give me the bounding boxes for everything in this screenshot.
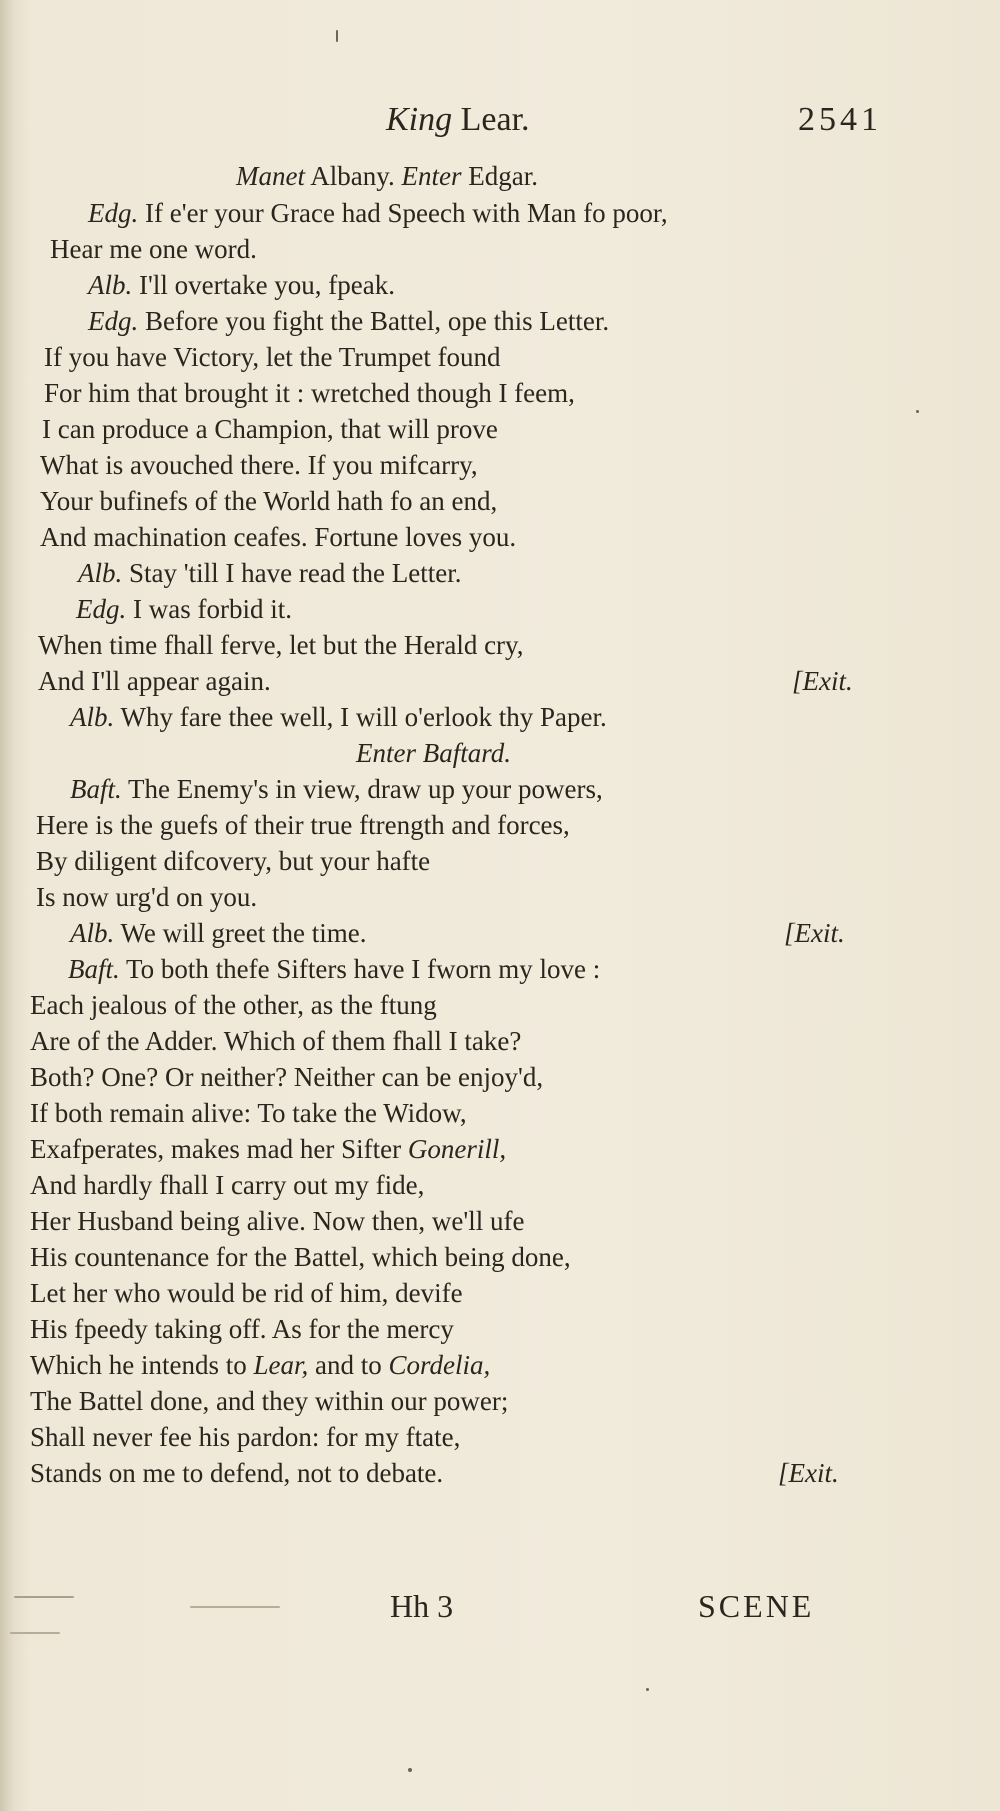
ink-smudge (190, 1606, 280, 1608)
verse-line (44, 341, 501, 373)
verse-line (30, 989, 437, 1021)
ink-speck (916, 410, 919, 413)
manet-word: Manet (236, 161, 305, 191)
line-text: Are of the Adder. Which of them fhall I take? (30, 1026, 522, 1056)
line-text: Why fare thee well, I will o'erlook thy Paper. (114, 702, 607, 732)
ink-speck (336, 30, 338, 42)
verse-line (40, 449, 478, 481)
line-text: Before you fight the Battel, ope this Letter. (138, 306, 610, 336)
line-text: By diligent difcovery, but your hafte (36, 846, 431, 876)
running-title-rest: Lear. (452, 101, 530, 138)
verse-line (50, 233, 257, 265)
line-text: I can produce a Champion, that will prove (42, 414, 498, 444)
verse-line (36, 809, 570, 841)
ink-smudge (10, 1632, 60, 1634)
line-text: I'll overtake you, fpeak. (132, 270, 396, 300)
line-text: For him that brought it : wretched though I feem, (44, 378, 575, 408)
line-text: His countenance for the Battel, which being done, (30, 1242, 571, 1272)
running-title-italic: King (386, 101, 453, 138)
verse-line (30, 1313, 454, 1345)
speaker: Alb. (78, 558, 123, 588)
signature-mark: Hh 3 (390, 1588, 454, 1624)
line-text: Shall never fee his pardon: for my ftate, (30, 1422, 461, 1452)
line-text-mid: and to (308, 1350, 389, 1380)
line-text: And hardly fhall I carry out my fide, (30, 1170, 425, 1200)
speaker: Alb. (70, 918, 115, 948)
line-text: I was forbid it. (126, 594, 292, 624)
line-text: Stay 'till I have read the Letter. (122, 558, 462, 588)
name-lear: Lear, (253, 1350, 309, 1380)
verse-line (30, 1205, 524, 1237)
verse-line (42, 413, 498, 445)
line-text: Which he intends to (30, 1350, 254, 1380)
line-text: Each jealous of the other, as the ftung (30, 990, 437, 1020)
line-text: What is avouched there. If you mifcarry, (40, 450, 478, 480)
speaker: Baft. (70, 774, 122, 804)
line-text: The Battel done, and they within our power; (30, 1386, 509, 1416)
verse-line (44, 377, 575, 409)
verse-line (36, 881, 257, 913)
verse-line (30, 1061, 543, 1093)
line-text: Let her who would be rid of him, devife (30, 1278, 463, 1308)
verse-line (30, 1277, 463, 1309)
ink-smudge (14, 1596, 74, 1598)
verse-line (78, 557, 462, 589)
verse-line (88, 305, 609, 337)
verse-line (70, 773, 603, 805)
line-text: Her Husband being alive. Now then, we'll ufe (30, 1206, 525, 1236)
line-text: If e'er your Grace had Speech with Man fo poor, (138, 198, 668, 228)
stage-direction-manet (236, 160, 538, 192)
line-text: When time fhall ferve, let but the Herald cry, (38, 630, 524, 660)
albany-word: Albany. (304, 161, 402, 191)
line-text: And machination ceafes. Fortune loves you. (40, 522, 517, 552)
edgar-word: Edgar. (461, 161, 538, 191)
name-gonerill: Gonerill, (407, 1134, 507, 1164)
verse-line (70, 701, 607, 733)
verse-line (30, 1241, 571, 1273)
verse-line (30, 1349, 490, 1381)
exit-direction: [Exit. (778, 1458, 839, 1488)
verse-line (36, 845, 430, 877)
verse-line (30, 1385, 508, 1417)
line-text: And I'll appear again. (38, 666, 271, 696)
line-text: Both? One? Or neither? Neither can be enjoy'd, (30, 1062, 544, 1092)
verse-line (30, 1169, 424, 1201)
page-number: 2541 (798, 101, 882, 138)
ink-speck (408, 1768, 412, 1772)
speaker: Edg. (88, 198, 139, 228)
running-title (386, 100, 530, 140)
line-text: If you have Victory, let the Trumpet found (44, 342, 501, 372)
stage-direction-enter-bastard: Enter Baftard. (356, 738, 511, 768)
line-text: We will greet the time. (114, 918, 367, 948)
verse-line (88, 197, 668, 229)
line-text: Is now urg'd on you. (36, 882, 258, 912)
verse-line (38, 629, 524, 661)
verse-line (30, 1421, 460, 1453)
ink-speck (646, 1688, 649, 1691)
verse-line (30, 1133, 506, 1165)
speaker: Alb. (88, 270, 133, 300)
line-text: If both remain alive: To take the Widow, (30, 1098, 467, 1128)
verse-line (88, 269, 395, 301)
exit-direction: [Exit. (784, 918, 845, 948)
speaker: Alb. (70, 702, 115, 732)
line-text: The Enemy's in view, draw up your powers, (121, 774, 603, 804)
verse-line (30, 1457, 443, 1489)
line-text: Your bufinefs of the World hath fo an end, (40, 486, 498, 516)
verse-line (38, 665, 271, 697)
verse-line (76, 593, 292, 625)
line-text: Exafperates, makes mad her Sifter (30, 1134, 408, 1164)
verse-line (40, 521, 516, 553)
speaker: Edg. (88, 306, 139, 336)
speaker: Edg. (76, 594, 127, 624)
verse-line (30, 1025, 521, 1057)
name-cordelia: Cordelia, (388, 1350, 491, 1380)
line-text: His fpeedy taking off. As for the mercy (30, 1314, 454, 1344)
speaker: Baft. (68, 954, 120, 984)
enter-word: Enter (401, 161, 462, 191)
catchword: SCENE (698, 1588, 815, 1624)
verse-line (30, 1097, 467, 1129)
exit-direction: [Exit. (792, 666, 853, 696)
verse-line (40, 485, 497, 517)
line-text: Stands on me to defend, not to debate. (30, 1458, 444, 1488)
verse-line (68, 953, 600, 985)
line-text: Here is the guefs of their true ftrength and forces, (36, 810, 570, 840)
line-text: To both thefe Sifters have I fworn my love : (119, 954, 601, 984)
verse-line (70, 917, 367, 949)
line-text: Hear me one word. (50, 234, 257, 264)
